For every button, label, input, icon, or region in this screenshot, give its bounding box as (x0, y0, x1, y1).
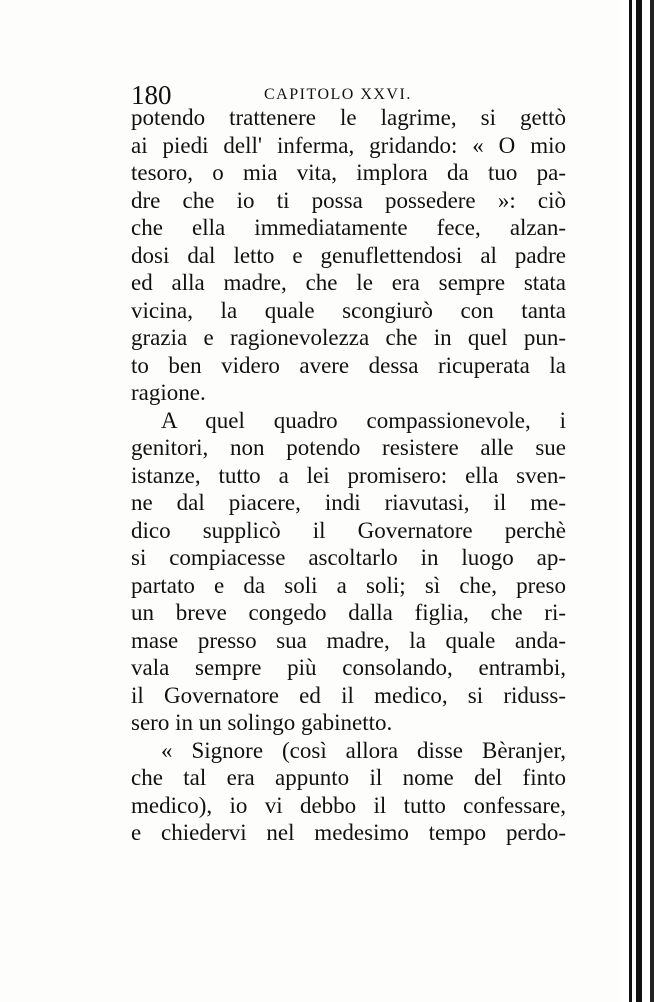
text-line: ragione. (131, 380, 206, 405)
body-text (131, 104, 566, 847)
running-head: CAPITOLO XXVI. (264, 86, 412, 103)
text-line: vala sempre più consolando, entrambi, (131, 655, 566, 680)
text-line: ed alla madre, che le era sempre stata (131, 270, 566, 295)
page-edge-line (650, 0, 654, 1002)
text-line: to ben videro avere dessa ricuperata la (131, 352, 566, 378)
page-edge-line (636, 0, 642, 1002)
text-line: il Governatore ed il medico, si riduss- (131, 682, 566, 708)
text-line: istanze, tutto a lei promisero: ella sven- (131, 462, 566, 488)
text-line: dre che io ti possa possedere »: ciò (131, 187, 566, 213)
text-line: « Signore (così allora disse Bèranjer, (161, 737, 566, 763)
text-line: genitori, non potendo resistere alle sue (131, 435, 566, 460)
text-line: e chiedervi nel medesimo tempo perdo- (131, 820, 566, 845)
text-line: si compiacesse ascoltarlo in luogo ap- (131, 545, 566, 570)
text-line: ne dal piacere, indi riavutasi, il me- (131, 490, 566, 515)
text-line: ai piedi dell' inferma, gridando: « O mio (131, 132, 566, 158)
text-line: grazia e ragionevolezza che in quel pun- (131, 325, 566, 350)
page-number: 180 (131, 80, 172, 110)
text-line: partato e da soli a soli; sì che, preso (131, 572, 566, 598)
text-line: sero in un solingo gabinetto. (131, 710, 393, 735)
text-line: A quel quadro compassionevole, i (161, 407, 566, 433)
text-line: potendo trattenere le lagrime, si gettò (131, 105, 566, 130)
text-line: che ella immediatamente fece, alzan- (131, 215, 566, 240)
text-line: mase presso sua madre, la quale anda- (131, 627, 566, 653)
text-line: un breve congedo dalla figlia, che ri- (131, 600, 566, 625)
text-line: che tal era appunto il nome del finto (131, 765, 566, 790)
page-edge (620, 0, 660, 1002)
page-edge-line (629, 0, 632, 1002)
text-line: dico supplicò il Governatore perchè (131, 517, 566, 543)
text-line: dosi dal letto e genuflettendosi al padre (131, 242, 566, 268)
text-line: tesoro, o mia vita, implora da tuo pa- (131, 160, 566, 185)
text-line: medico), io vi debbo il tutto confessare, (131, 792, 566, 818)
text-line: vicina, la quale scongiurò con tanta (131, 297, 566, 323)
